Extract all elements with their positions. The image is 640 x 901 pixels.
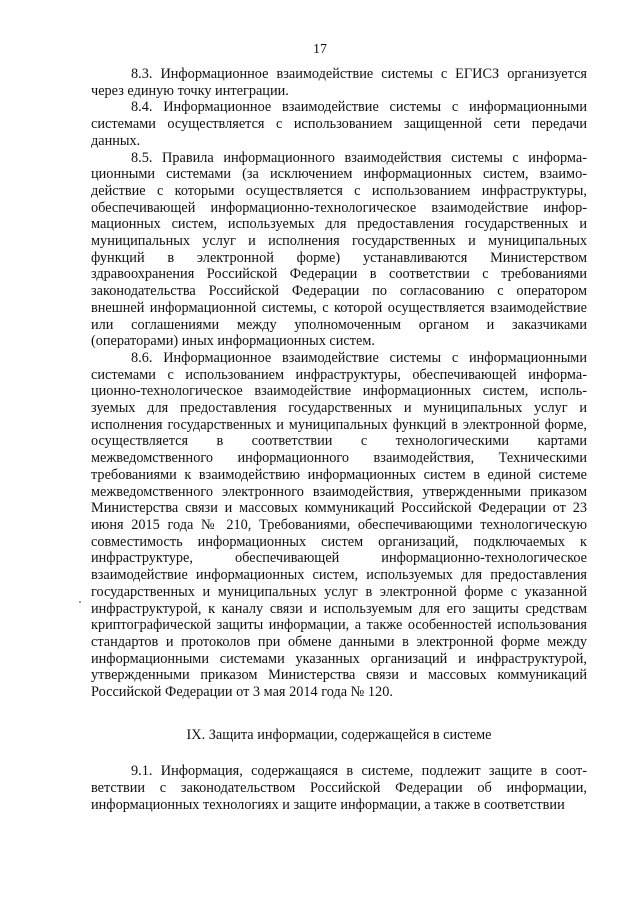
paragraph-8-5: 8.5. Правила информационного взаимодействия системы с информационными системами (за исключением информационных систем, взаимодействие с которыми осуществляется с использованием инфраструктуры, обеспечивающей информационно-технологическое взаимодействие информационных систем, используемых для предоставления государственных и муниципальных услуг и исполнения государственных и муниципальных функций в электронной форме) устанавливаются Министерством здравоохранения Российской Федерации в соответствии с требованиями законодательства Российской Федерации по согласованию с оператором внешней информационной системы, с которой осуществляется взаимодействие или соглашениями между уполномоченным органом и заказчиками (операторами) иных информационных систем. bbox=[91, 149, 587, 350]
paragraph-8-4: 8.4. Информационное взаимодействие системы с информационными системами осуществляется с использованием защищенной сети передачи данных. bbox=[91, 99, 587, 149]
page-number: 17 bbox=[313, 42, 327, 57]
paragraph-9-1: 9.1. Информация, содержащаяся в системе, подлежит защите в соответствии с законодательством Российской Федерации об информации, информационных технологиях и защите информации, а также в соответствии bbox=[91, 763, 587, 813]
paragraph-8-6: 8.6. Информационное взаимодействие системы с информационными системами с использованием инфраструктуры, обеспечивающей информационно-технологическое взаимодействие информационных систем, используемых для предоставления государственных и муниципальных услуг и исполнения государственных и муниципальных функций в электронной форме, осуществляется в соответствии с технологическими картами межведомственного информационного взаимодействия, Техническими требованиями к взаимодействию информационных систем в единой системе межведомственного электронного взаимодействия, утвержденными приказом Министерства связи и массовых коммуникаций Российской Федерации от 23 июня 2015 года № 210, Требованиями, обеспечивающими технологическую совместимость информационных систем организаций, подключаемых к инфраструктуре, обеспечивающей информационно-технологическое взаимодействие информационных систем, используемых для предоставления государственных и муниципальных услуг в электронной форме с указанной инфраструктурой, к каналу связи и используемым для его защиты средствам криптографической защиты информации, а также особенностей использования стандартов и протоколов при обмене данными в электронной форме между информационными системами указанных организаций и инфраструктурой, утвержденными приказом Министерства связи и массовых коммуникаций Российской Федерации от 3 мая 2014 года № 120. bbox=[91, 349, 587, 701]
section-heading-ix: IX. Защита информации, содержащейся в системе bbox=[186, 726, 492, 743]
document-body bbox=[91, 66, 587, 814]
scan-speck bbox=[79, 601, 81, 603]
paragraph-8-3: 8.3. Информационное взаимодействие системы с ЕГИСЗ организуется через единую точку интеграции. bbox=[91, 66, 587, 99]
